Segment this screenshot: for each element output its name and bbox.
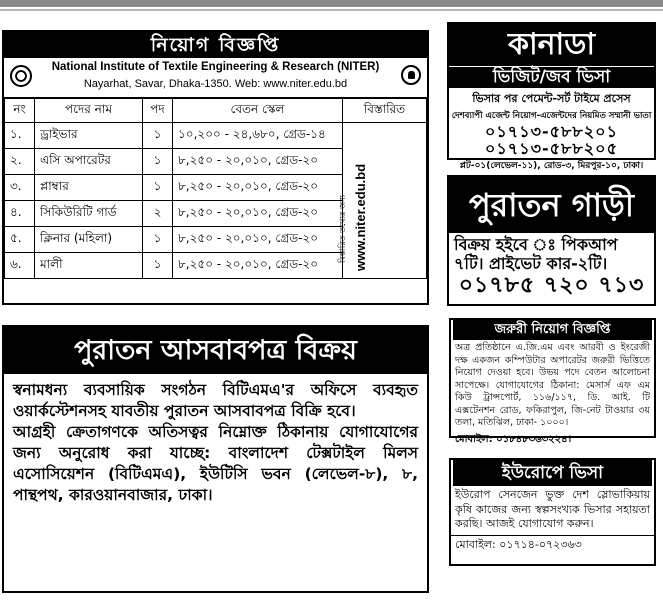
row-no: ৫.	[5, 227, 35, 253]
row-scale: ৮,২৫০ - ২০,০১০, গ্রেড-২০	[173, 201, 343, 227]
govt-seal-icon	[401, 65, 421, 85]
row-post: প্লাম্বার	[35, 175, 143, 201]
car-phone: ০১৭৮৫ ৭২০ ৭১৩	[458, 273, 645, 298]
row-count: ১	[143, 253, 173, 279]
table-row	[5, 123, 427, 149]
niter-ad-title: নিয়োগ বিজ্ঞপ্তি	[4, 32, 427, 58]
urgent-body: অত্র প্রতিষ্ঠানে এ.জি.এম এবং আরবী ও ইংরেজী দক্ষ একজন কম্পিউটার অপারেটর জরুরী ভিত্তিতে নিয়োগ দেওয়া হবে। উভয় পদে বেতন আলোচনা সাপেক্ষে। যোগাযোগের ঠিকানা: মেসার্স এফ এম কিউ ট্রান্সপোর্ট, ১১৬/১১৭, ডি. আই. টি এক্সটেনশন রোড, ফকিরাপুল, জি-নেট টাওয়ার ৩য় তলা, মতিঝিল, ঢাকা- ১০০০।	[455, 342, 650, 428]
row-no: ২.	[5, 149, 35, 175]
details-cell	[338, 123, 427, 279]
row-post: এসি অপারেটর	[35, 149, 143, 175]
europe-body: ইউরোপ সেনজেন ভুক্ত দেশ স্লোভাকিয়ায় কৃষি কাজের জন্য স্বল্পসংখ্যক ভিসার সহায়তা করছি। আজই যোগাযোগ করুন।	[455, 488, 650, 530]
europe-visa-ad	[449, 458, 656, 566]
car-description: বিক্রয় হইবে ঃ পিকআপ ৭টি। প্রাইভেট কার-২টি।	[454, 235, 618, 273]
details-website: www.niter.edu.bd	[353, 163, 368, 271]
row-no: ৩.	[5, 175, 35, 201]
job-table	[4, 98, 427, 279]
row-scale: ৮,২৫০ - ২০,০১০, গ্রেড-২০	[173, 253, 343, 279]
canada-title: কানাডা	[449, 24, 654, 66]
furniture-para-2: আগ্রহী ক্রেতাগণকে অতিসত্বর নিম্নোক্ত ঠিকানায় যোগাযোগের জন্য অনুরোধ করা যাচ্ছে: বাংলাদেশ টেক্সটাইল মিলস এসোসিয়েশন (বিটিএমএ), ইউটিসি ভবন (লেভেল-৮), ৮, পান্থপথ, কারওয়ানবাজার, ঢাকা।	[13, 423, 418, 504]
row-count: ১	[143, 175, 173, 201]
row-post: ক্লিনার (মহিলা)	[35, 227, 143, 253]
row-post: সিকিউরিটি গার্ড	[35, 201, 143, 227]
urgent-recruitment-ad	[449, 318, 656, 445]
row-no: ৬.	[5, 253, 35, 279]
europe-title: ইউরোপে ভিসা	[453, 460, 652, 486]
row-no: ১.	[5, 123, 35, 149]
old-car-ad	[447, 175, 656, 306]
col-header-details: বিস্তারিত	[343, 99, 427, 123]
canada-subtitle: ভিজিট/জব ভিসা	[449, 66, 654, 88]
canada-line-2: দেশব্যাপী এজেন্ট নিয়োগ-এজেন্টদের নিয়মিত সম্মানী ভাতা	[451, 111, 652, 121]
row-scale: ১০,২০০ - ২৪,৬৮০, গ্রেড-১৪	[173, 123, 343, 149]
niter-org-address: Nayarhat, Savar, Dhaka-1350. Web: www.niter.edu.bd	[83, 78, 348, 90]
row-count: ২	[143, 201, 173, 227]
niter-org-name: National Institute of Textile Engineering & Research (NITER)	[51, 61, 380, 73]
car-title: পুরাতন গাড়ী	[449, 177, 654, 233]
row-post: মালী	[35, 253, 143, 279]
europe-phone: মোবাইল: ০১৭১৪-০৭২৩৬৩	[451, 535, 654, 555]
col-header-post: পদের নাম	[35, 99, 143, 123]
canada-phone-2: ০১৭১৩-৫৮৮২০৫	[485, 139, 618, 158]
job-table-header	[5, 99, 427, 123]
row-scale: ৮,২৫০ - ২০,০১০, গ্রেড-২০	[173, 227, 343, 253]
canada-address: প্লট-০১(লেভেল-১১), রোড-৩, মিরপুর-১০, ঢাকা।	[459, 161, 644, 171]
row-count: ১	[143, 149, 173, 175]
canada-line-1: ভিসার পর পেমেন্ট-সর্ট টাইমে প্রসেস	[472, 92, 631, 105]
furniture-para-1: স্বনামধন্য ব্যবসায়িক সংগঠন বিটিএমএ'র অফিসে ব্যবহৃত ওয়ার্কস্টেশনসহ যাবতীয় পুরাতন আসবাবপত্র বিক্রি হবে।	[13, 381, 418, 420]
row-scale: ৮,২৫০ - ২০,০১০, গ্রেড-২০	[173, 175, 343, 201]
row-no: ৪.	[5, 201, 35, 227]
canada-visa-ad	[447, 22, 656, 171]
col-header-count: পদ	[143, 99, 173, 123]
canada-phone-1: ০১৭১৩-৫৮৮২০১	[485, 122, 618, 141]
col-header-scale: বেতন স্কেল	[173, 99, 343, 123]
row-post: ড্রাইভার	[35, 123, 143, 149]
furniture-ad-title: পুরাতন আসবাবপত্র বিক্রয়	[4, 327, 427, 374]
top-rule-thin	[0, 9, 663, 11]
details-note: বিস্তারিত তথ্যের জন্য	[338, 195, 347, 263]
furniture-ad-body	[4, 374, 427, 512]
niter-recruitment-ad	[2, 30, 429, 305]
urgent-title: জরুরী নিয়োগ বিজ্ঞপ্তি	[453, 320, 652, 340]
row-count: ১	[143, 227, 173, 253]
col-header-no: নং	[5, 99, 35, 123]
niter-org-block	[4, 58, 427, 98]
urgent-phone: মোবাইল: ০১৮৪৮৩৬৩২২৪।	[455, 433, 572, 445]
row-scale: ৮,২৫০ - ২০,০১০, গ্রেড-২০	[173, 149, 343, 175]
top-rule	[0, 0, 663, 7]
row-count: ১	[143, 123, 173, 149]
furniture-sale-ad	[2, 325, 429, 593]
